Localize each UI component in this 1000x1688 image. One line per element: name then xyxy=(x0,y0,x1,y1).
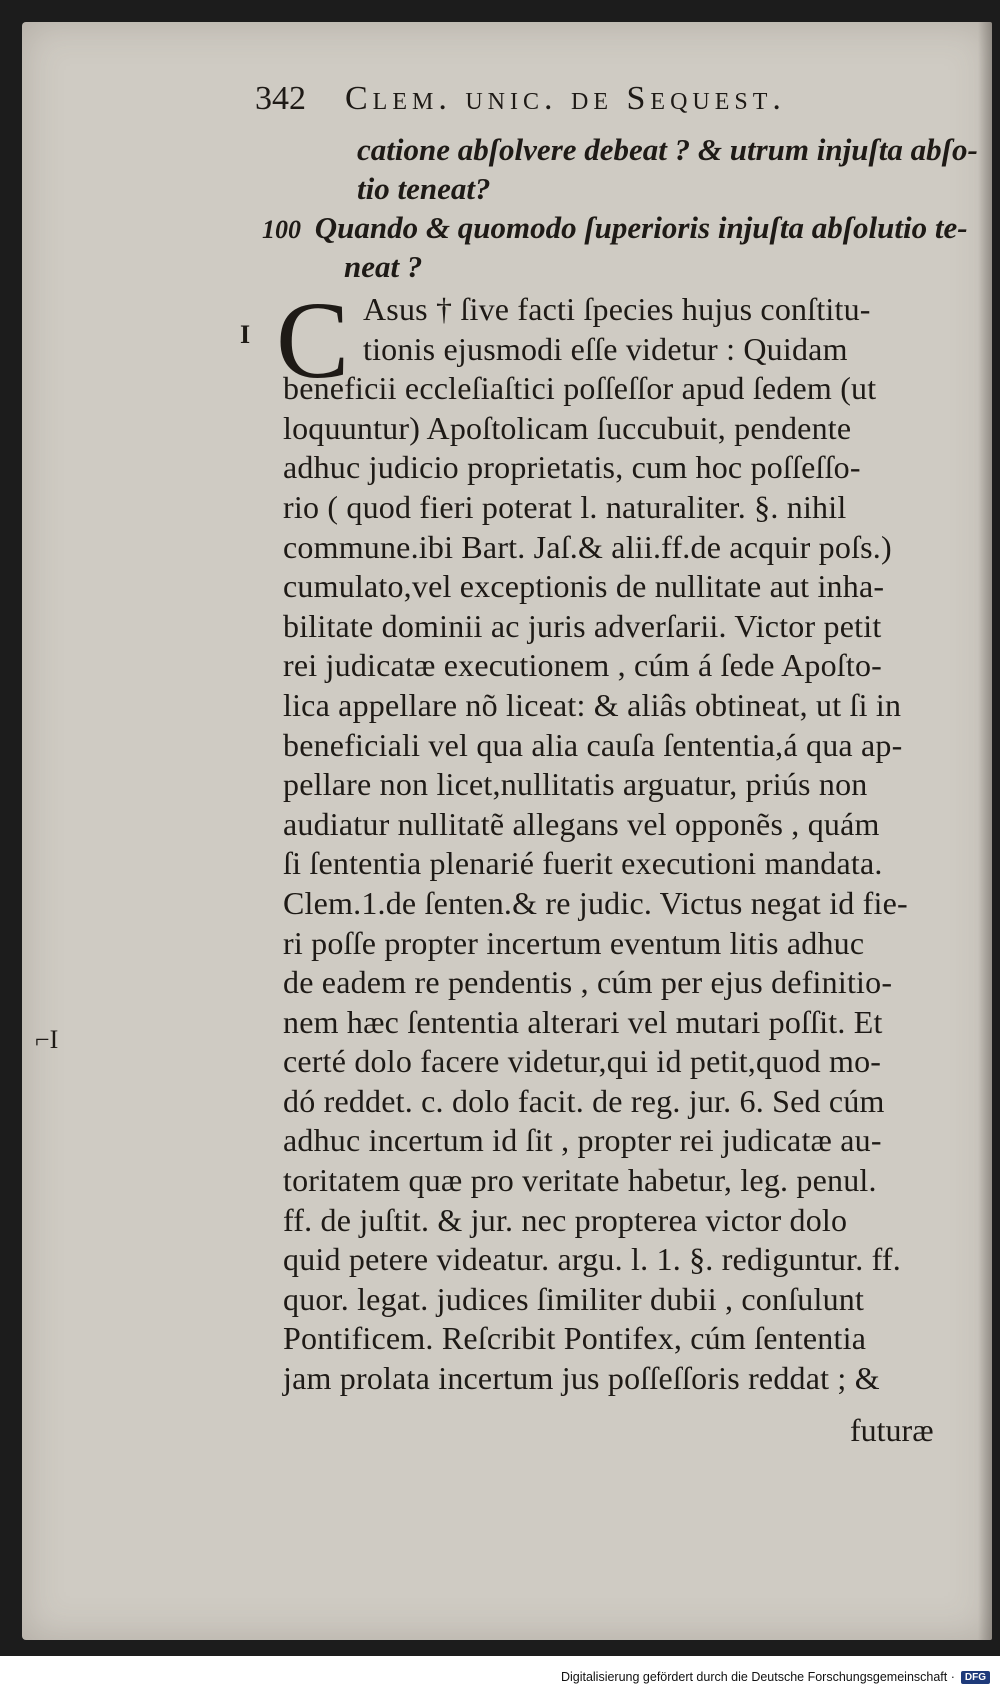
text-line: audiatur nullitatẽ allegans vel opponẽs , quám xyxy=(283,805,880,842)
text-line: ſi ſententia plenarié fuerit executioni mandata. xyxy=(283,845,883,882)
text-line: beneficii eccleſiaſtici poſſeſſor apud ſedem (ut xyxy=(283,370,877,407)
text-line: adhuc judicio proprietatis, cum hoc poſſeſſo- xyxy=(283,449,861,486)
text-line: quor. legat. judices ſimiliter dubii , conſulunt xyxy=(283,1280,865,1317)
summary-line xyxy=(262,208,968,247)
summary-text: Quando & quomodo ſuperioris injuſta abſolutio te- xyxy=(314,210,968,245)
text-line: loquuntur) Apoſtolicam ſuccubuit, pendente xyxy=(283,409,852,446)
summary-line xyxy=(262,169,902,208)
dfg-logo: DFG xyxy=(961,1671,990,1684)
text-line: bilitate dominii ac juris adverſarii. Victor petit xyxy=(283,607,882,644)
text-line: cumulato,vel exceptionis de nullitate aut inha- xyxy=(283,568,885,605)
drop-initial: C xyxy=(276,279,350,401)
text-line: ff. de juſtit. & jur. nec propterea victor dolo xyxy=(283,1201,848,1238)
text-line: Pontificem. Reſcribit Pontifex, cúm ſententia xyxy=(283,1320,867,1357)
summary-text: catione abſolvere debeat ? & utrum injuſta abſo- xyxy=(357,132,978,167)
text-line: lica appellare nõ liceat: & aliâs obtineat, ut ſi in xyxy=(283,686,902,723)
text-line: ri poſſe propter incertum eventum litis adhuc xyxy=(283,924,865,961)
summary-text: tio teneat? xyxy=(357,171,491,206)
text-line: pellare non licet,nullitatis arguatur, priús non xyxy=(283,766,868,803)
catchword: futuræ xyxy=(850,1412,934,1448)
text-line: nem hæc ſententia alterari vel mutari poſſit. Et xyxy=(283,1003,883,1040)
page-header xyxy=(255,80,895,120)
text-line: beneficiali vel qua alia cauſa ſententia,á qua ap- xyxy=(283,726,903,763)
text-line: rio ( quod fieri poterat l. naturaliter. §. nihil xyxy=(283,488,847,525)
text-line: quid petere videatur. argu. l. 1. §. rediguntur. ff. xyxy=(283,1241,901,1278)
text-line: de eadem re pendentis , cúm per ejus definitio- xyxy=(283,964,893,1001)
digitization-footer xyxy=(561,1670,990,1684)
summary-block xyxy=(262,130,978,286)
text-line: Clem.1.de ſenten.& re judic. Victus negat id fie- xyxy=(283,884,908,921)
text-line: adhuc incertum id ſit , propter rei judicatæ au- xyxy=(283,1122,882,1159)
page-number: 342 xyxy=(255,80,306,117)
summary-line xyxy=(262,130,978,169)
text-line: tionis ejusmodi eſſe videtur : Quidam xyxy=(363,330,848,367)
text-line: jam prolata incertum jus poſſeſſoris reddat ; & xyxy=(283,1360,880,1397)
footer-text: Digitalisierung gefördert durch die Deutsche Forschungsgemeinschaft · xyxy=(560,1670,955,1684)
running-head: Clem. unic. de Sequest. xyxy=(345,80,786,117)
text-line: dó reddet. c. dolo facit. de reg. jur. 6. Sed cúm xyxy=(283,1082,885,1119)
text-line: rei judicatæ executionem , cúm á ſede Apoſto- xyxy=(283,647,883,684)
summary-text: neat ? xyxy=(344,249,423,284)
text-line: commune.ibi Bart. Jaſ.& alii.ff.de acquir poſs.) xyxy=(283,528,892,565)
summary-number: 100 xyxy=(262,215,301,244)
text-line: certé dolo facere videtur,qui id petit,quod mo- xyxy=(283,1043,882,1080)
margin-paragraph-number: I xyxy=(240,320,251,349)
margin-hand-mark: ⌐I xyxy=(35,1025,59,1054)
body-text xyxy=(283,290,973,1399)
text-line: Asus † ſive facti ſpecies hujus conſtitu- xyxy=(363,291,871,327)
text-line: toritatem quæ pro veritate habetur, leg. penul. xyxy=(283,1162,877,1199)
summary-line xyxy=(262,247,902,286)
